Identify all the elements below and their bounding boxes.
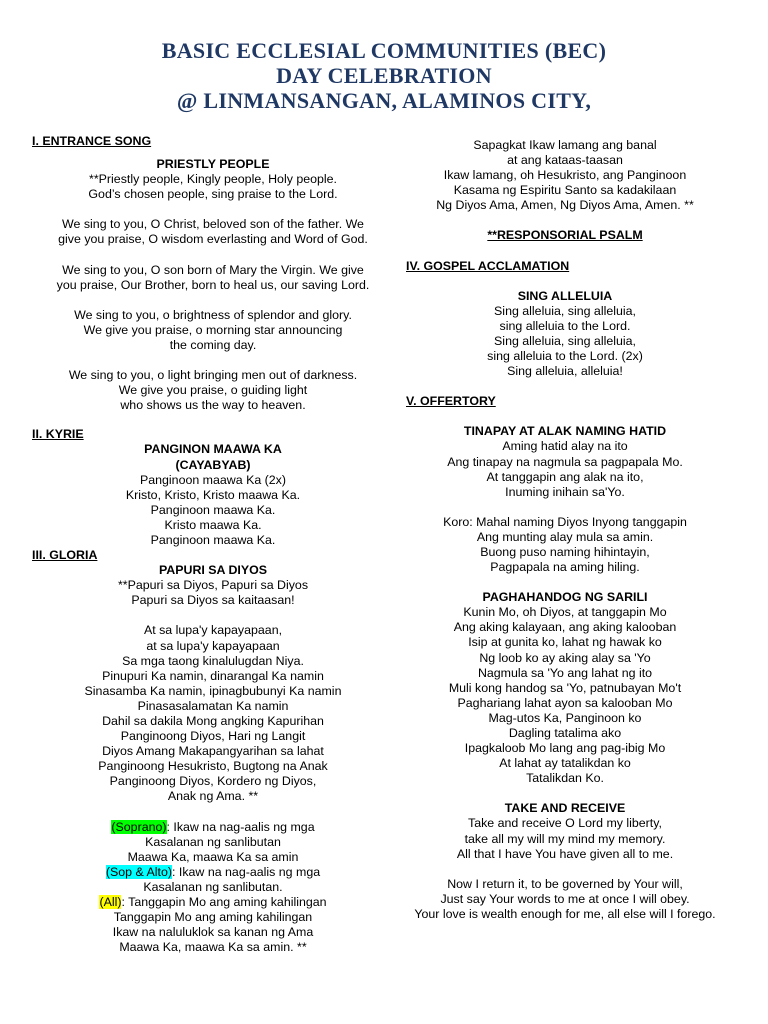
sop-alto-line — [32, 865, 394, 880]
lyric-line: Aming hatid alay na ito — [502, 439, 628, 454]
document-title — [0, 38, 768, 113]
lyric-line: We sing to you, O Christ, beloved son of the father. We — [62, 217, 364, 232]
title-line-3: @ LINMANSANGAN, ALAMINOS CITY, — [176, 88, 592, 113]
lyric-line: Anak ng Ama. ** — [167, 789, 259, 804]
lyric-line: All that I have You have given all to me. — [456, 846, 674, 861]
lyric-line: Your love is wealth enough for me, all else will I forego. — [414, 906, 716, 921]
song-title-paghahandog-ng-sarili: PAGHAHANDOG NG SARILI — [482, 590, 648, 605]
sop-alto-highlight-label: (Sop & Alto) — [105, 864, 173, 879]
lyric-line: Panginoong Diyos, Hari ng Langit — [120, 729, 306, 744]
lyric-line: Sa mga taong kinalulugdan Niya. — [122, 653, 304, 668]
lyric-line: Diyos Amang Makapangyarihan sa lahat — [102, 744, 324, 759]
lyric-line: Dagling tatalima ako — [508, 726, 622, 740]
lyric-line: Now I return it, to be governed by Your will, — [447, 876, 683, 891]
soprano-text: : Ikaw na nag-aalis ng mga — [166, 819, 315, 834]
lyric-line: Ng Diyos Ama, Amen, Ng Diyos Ama, Amen. ** — [436, 198, 694, 213]
lyric-line: Tatalikdan Ko. — [526, 771, 604, 786]
lyric-line: take all my will my mind my memory. — [464, 831, 666, 846]
lyric-line: give you praise, O wisdom everlasting and Word of God. — [58, 232, 368, 247]
entrance-stanza — [32, 172, 394, 202]
all-line — [32, 895, 394, 910]
section-heading-offertory: V. OFFERTORY — [406, 394, 496, 409]
lyric-line: **Priestly people, Kingly people, Holy people. — [89, 172, 337, 187]
lyric-line: Mag-utos Ka, Panginoon ko — [488, 710, 642, 725]
lyric-line: Panginoon maawa Ka. — [150, 502, 276, 517]
left-column — [32, 134, 394, 955]
lyric-line: Just say Your words to me at once I will obey. — [440, 891, 690, 906]
lyric-line: Ang aking kalayaan, ang aking kalooban — [453, 620, 677, 635]
lyric-line: Kristo, Kristo, Kristo maawa Ka. — [125, 487, 301, 502]
lyric-line: at ang kataas-taasan — [507, 153, 623, 168]
lyric-line: Papuri sa Diyos sa kaitaasan! — [131, 593, 295, 608]
section-heading-entrance: I. ENTRANCE SONG — [32, 134, 152, 148]
lyric-line: Panginoon maawa Ka. — [150, 532, 276, 547]
lyric-line: Sapagkat Ikaw lamang ang banal — [473, 138, 657, 152]
lyric-line: Ang munting alay mula sa amin. — [476, 529, 654, 544]
lyric-line: Sinasamba Ka namin, ipinagbubunyi Ka namin — [84, 683, 342, 698]
lyric-line: Kasalanan ng sanlibutan. — [143, 879, 283, 894]
section-heading-gloria: III. GLORIA — [32, 548, 98, 563]
lyric-line: We sing to you, O son born of Mary the Virgin. We give — [62, 262, 364, 277]
lyric-line: Muli kong handog sa 'Yo, patnubayan Mo't — [448, 680, 682, 695]
section-heading-gospel: IV. GOSPEL ACCLAMATION — [406, 258, 570, 273]
lyric-line: Inuming inihain sa'Yo. — [505, 484, 625, 499]
lyric-line: We give you praise, o guiding light — [118, 383, 308, 398]
lyric-line: Maawa Ka, maawa Ka sa amin — [127, 849, 299, 864]
entrance-stanza — [32, 308, 394, 353]
lyric-line: Sing alleluia, alleluia! — [507, 364, 623, 379]
soprano-highlight-label: (Soprano) — [111, 819, 167, 834]
lyric-line: Koro: Mahal naming Diyos Inyong tanggapin — [443, 514, 687, 529]
lyric-line: Take and receive O Lord my liberty, — [468, 816, 662, 831]
song-title-sing-alleluia: SING ALLELUIA — [517, 288, 613, 303]
lyric-line: Panginoong Diyos, Kordero ng Diyos, — [109, 774, 317, 789]
lyric-line: God’s chosen people, sing praise to the Lord. — [88, 187, 338, 202]
lyric-line: Pagpapala na aming hiling. — [490, 560, 640, 575]
lyric-line: Dahil sa dakila Mong angking Kapurihan — [102, 714, 324, 728]
lyric-line: Ikaw na naluluklok sa kanan ng Ama — [112, 925, 314, 940]
lyric-line: Ikaw lamang, oh Hesukristo, ang Panginoon — [443, 168, 687, 183]
lyric-line: Panginoon maawa Ka (2x) — [139, 472, 287, 487]
lyric-line: Buong puso naming hihintayin, — [480, 544, 650, 559]
song-title-papuri-sa-diyos: PAPURI SA DIYOS — [158, 563, 268, 578]
lyric-line: Ang tinapay na nagmula sa pagpapala Mo. — [447, 454, 683, 469]
lyric-line: Ng loob ko ay aking alay sa 'Yo — [479, 650, 651, 665]
lyric-line: sing alleluia to the Lord. (2x) — [487, 349, 643, 364]
responsorial-psalm-heading: **RESPONSORIAL PSALM — [487, 228, 643, 243]
lyric-line: sing alleluia to the Lord. — [499, 318, 631, 333]
lyric-line: Isip at gunita ko, lahat ng hawak ko — [468, 635, 662, 650]
lyric-line: Sing alleluia, sing alleluia, — [494, 333, 636, 348]
all-text: : Tanggapin Mo ang aming kahilingan — [121, 895, 327, 910]
lyric-line: Pinupuri Ka namin, dinarangal Ka namin — [102, 668, 324, 683]
lyric-line: Kristo maawa Ka. — [164, 517, 262, 532]
lyric-line: who shows us the way to heaven. — [120, 398, 306, 413]
lyric-line: We sing to you, o light bringing men out of darkness. — [68, 368, 358, 383]
right-column — [400, 138, 730, 922]
entrance-stanza — [32, 368, 394, 413]
lyric-line: Kasama ng Espiritu Santo sa kadakilaan — [453, 183, 677, 198]
lyric-line: Sing alleluia, sing alleluia, — [494, 303, 636, 318]
entrance-stanza — [32, 217, 394, 247]
song-title-panginon-maawa-ka: PANGINON MAAWA KA — [144, 442, 282, 457]
all-highlight-label: (All) — [99, 895, 122, 910]
lyric-line: We give you praise, o morning star announcing — [83, 322, 343, 337]
song-title-take-and-receive: TAKE AND RECEIVE — [504, 801, 626, 816]
lyric-line: Paghariang lahat ayon sa kalooban Mo — [457, 695, 673, 710]
soprano-line — [32, 820, 394, 835]
title-line-2: DAY CELEBRATION — [276, 63, 492, 88]
song-title-priestly-people: PRIESTLY PEOPLE — [156, 157, 270, 172]
lyric-line: At tanggapin ang alak na ito, — [486, 469, 644, 484]
lyric-line: **Papuri sa Diyos, Papuri sa Diyos — [117, 578, 309, 593]
lyric-line: the coming day. — [169, 337, 257, 352]
lyric-line: Tanggapin Mo ang aming kahilingan — [113, 910, 313, 925]
lyric-line: We sing to you, o brightness of splendor and glory. — [74, 307, 352, 322]
lyric-line: At sa lupa'y kapayapaan, — [143, 623, 283, 638]
lyric-line: Panginoong Hesukristo, Bugtong na Anak — [98, 759, 328, 774]
song-subtitle-cayabyab: (CAYABYAB) — [175, 457, 251, 472]
lyric-line: Kasalanan ng sanlibutan — [145, 834, 281, 849]
entrance-stanza — [32, 263, 394, 293]
title-line-1: BASIC ECCLESIAL COMMUNITIES (BEC) — [161, 38, 607, 63]
lyric-line: At lahat ay tatalikdan ko — [499, 756, 631, 771]
lyric-line: at sa lupa'y kapayapaan — [146, 638, 280, 653]
lyric-line: Pinasasalamatan Ka namin — [137, 698, 289, 713]
lyric-line: Nagmula sa 'Yo ang lahat ng ito — [477, 665, 653, 680]
lyric-line: Maawa Ka, maawa Ka sa amin. ** — [119, 940, 307, 955]
section-heading-kyrie: II. KYRIE — [32, 427, 84, 442]
lyric-line: you praise, Our Brother, born to heal us, our saving Lord. — [56, 277, 370, 292]
lyric-line: Kunin Mo, oh Diyos, at tanggapin Mo — [463, 605, 667, 620]
song-title-tinapay-at-alak: TINAPAY AT ALAK NAMING HATID — [463, 424, 667, 439]
lyric-line: Ipagkaloob Mo lang ang pag-ibig Mo — [464, 741, 666, 756]
sop-alto-text: : Ikaw na nag-aalis ng mga — [172, 864, 321, 879]
